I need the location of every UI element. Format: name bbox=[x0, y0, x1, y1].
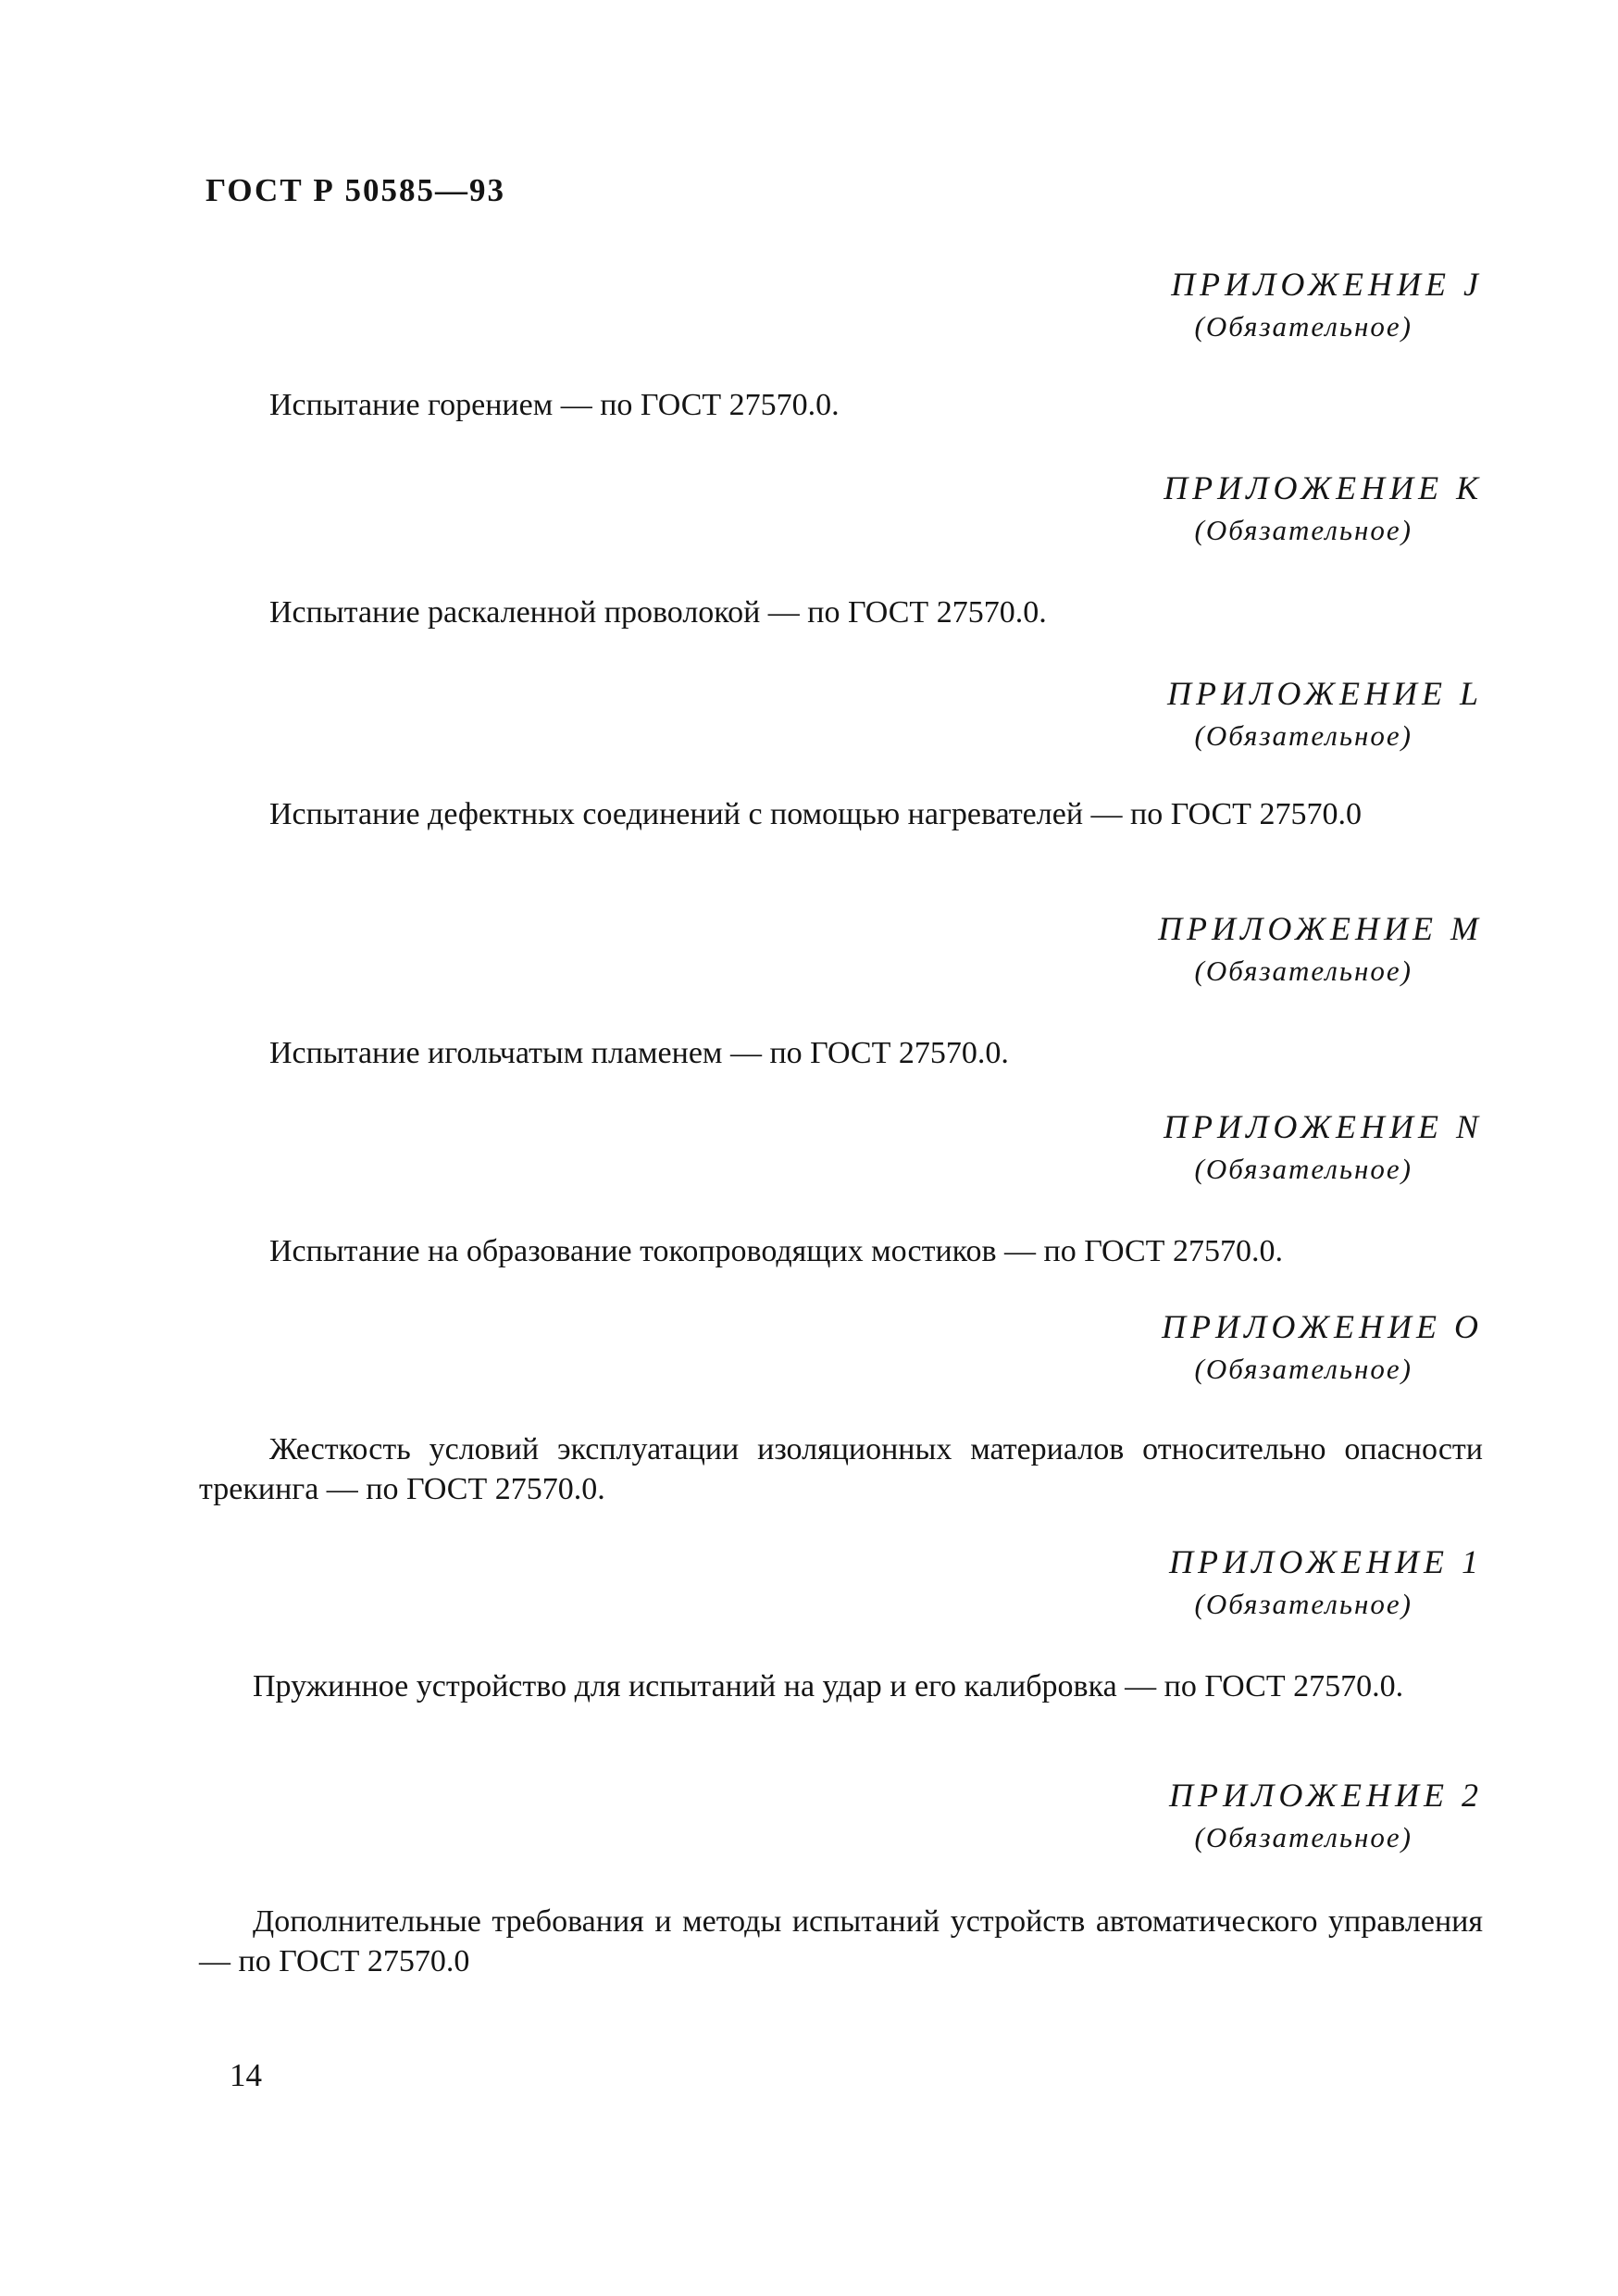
annex-title: ПРИЛОЖЕНИЕ J bbox=[1171, 266, 1483, 303]
page-number: 14 bbox=[230, 2057, 262, 2093]
annex-j-text: Испытание горением — по ГОСТ 27570.0. bbox=[269, 388, 840, 422]
annex-k-text: Испытание раскаленной проволокой — по ГОСТ 27570.0. bbox=[269, 595, 1047, 630]
annex-status: (Обязательное) bbox=[1194, 514, 1413, 546]
annex-l-heading bbox=[1167, 672, 1483, 757]
annex-title: ПРИЛОЖЕНИЕ L bbox=[1167, 675, 1483, 712]
document-header: ГОСТ Р 50585—93 bbox=[205, 172, 506, 208]
annex-status: (Обязательное) bbox=[1194, 1821, 1413, 1853]
annex-1-heading bbox=[1169, 1541, 1483, 1626]
annex-m-text: Испытание игольчатым пламенем — по ГОСТ 27570.0. bbox=[269, 1036, 1009, 1070]
annex-n-text: Испытание на образование токопроводящих мостиков — по ГОСТ 27570.0. bbox=[269, 1234, 1283, 1268]
annex-2-text: Дополнительные требования и методы испытаний устройств автоматического управления — по ГОСТ 27570.0 bbox=[199, 1904, 1483, 1978]
annex-1-text: Пружинное устройство для испытаний на удар и его калибровка — по ГОСТ 27570.0. bbox=[253, 1669, 1404, 1703]
annex-status: (Обязательное) bbox=[1194, 955, 1413, 987]
annex-status: (Обязательное) bbox=[1194, 1153, 1413, 1185]
annex-o-heading bbox=[1162, 1305, 1483, 1391]
annex-l-text: Испытание дефектных соединений с помощью нагревателей — по ГОСТ 27570.0 bbox=[269, 797, 1362, 831]
annex-status: (Обязательное) bbox=[1194, 1353, 1413, 1385]
annex-title: ПРИЛОЖЕНИЕ О bbox=[1162, 1308, 1483, 1345]
annex-status: (Обязательное) bbox=[1194, 310, 1413, 343]
annex-title: ПРИЛОЖЕНИЕ 2 bbox=[1169, 1777, 1483, 1814]
annex-status: (Обязательное) bbox=[1194, 1588, 1413, 1620]
annex-2-heading bbox=[1169, 1774, 1483, 1859]
annex-title: ПРИЛОЖЕНИЕ К bbox=[1164, 469, 1483, 506]
annex-title: ПРИЛОЖЕНИЕ М bbox=[1158, 910, 1483, 947]
annex-k-heading bbox=[1164, 467, 1483, 552]
annex-title: ПРИЛОЖЕНИЕ N bbox=[1164, 1108, 1483, 1145]
annex-status: (Обязательное) bbox=[1194, 719, 1413, 752]
annex-j-heading bbox=[1171, 263, 1483, 348]
annex-title: ПРИЛОЖЕНИЕ 1 bbox=[1169, 1543, 1483, 1580]
annex-n-heading bbox=[1164, 1105, 1483, 1191]
annex-m-heading bbox=[1158, 907, 1483, 992]
annex-o-text: Жесткость условий эксплуатации изоляционных материалов относительно опасности трекинга — по ГОСТ 27570.0. bbox=[199, 1432, 1483, 1506]
